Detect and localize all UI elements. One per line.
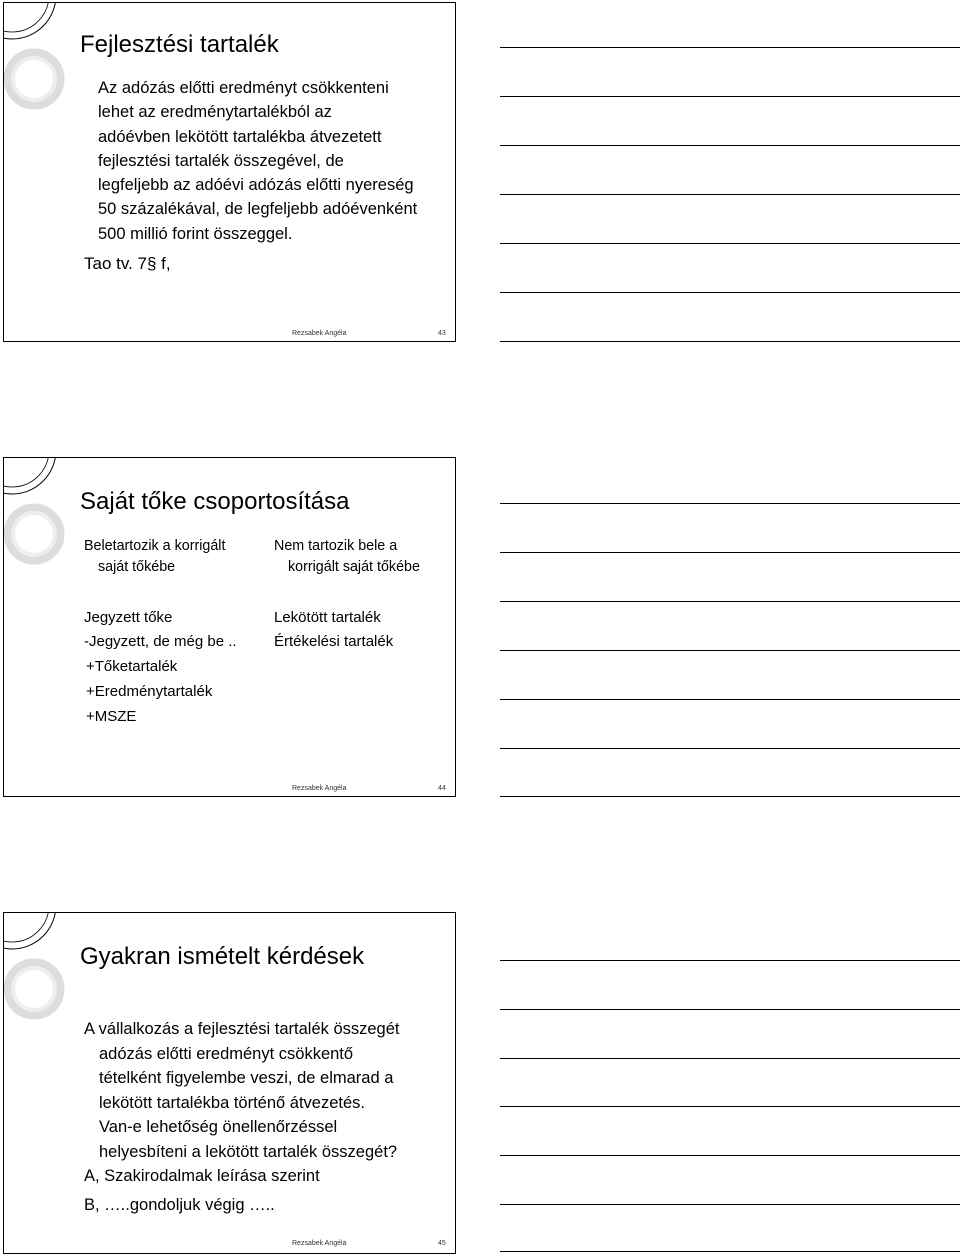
left-item: +Tőketartalék	[86, 658, 178, 675]
slide-number: 45	[438, 1240, 446, 1247]
slide-44	[3, 457, 456, 797]
right-item: Lekötött tartalék	[274, 609, 381, 626]
right-item: Értékelési tartalék	[274, 633, 394, 650]
slide-author: Rezsabek Angéla	[292, 1240, 347, 1247]
left-item: +MSZE	[86, 708, 137, 725]
slide-43	[3, 2, 456, 342]
left-item: -Jegyzett, de még be ..	[84, 633, 237, 650]
left-column-header: Beletartozik a korrigált saját tőkébe	[84, 538, 226, 575]
slide-number: 44	[438, 785, 446, 792]
circle-decoration-icon	[4, 458, 74, 568]
slide-author: Rezsabek Angéla	[292, 785, 347, 792]
law-reference: Tao tv. 7§ f,	[84, 254, 171, 273]
circle-decoration-icon	[4, 913, 74, 1023]
left-item: +Eredménytartalék	[86, 683, 213, 700]
slide-45	[3, 912, 456, 1254]
slide-number: 43	[438, 330, 446, 337]
slide-body: Az adózás előtti eredményt csökkenteni lehet az eredménytartalékból az adóévben lekötött tartalékba átvezetett fejlesztési tartalék összegével, de legfeljebb az adóévi adózás előtti nyereség 50 százalékával, de legfeljebb adóévenként 500 millió forint összeggel.	[98, 79, 418, 243]
slide-title: Gyakran ismételt kérdések	[80, 943, 365, 970]
question-body: A vállalkozás a fejlesztési tartalék összegét adózás előtti eredményt csökkentő tételként figyelembe veszi, de elmarad a lekötött tartalékba történő átvezetés. Van-e lehetőség önellenőrzéssel helyesbíteni a lekötött tartalék összegét?	[84, 1020, 400, 1161]
slide-author: Rezsabek Angéla	[292, 330, 347, 337]
right-column-header: Nem tartozik bele a korrigált saját tőkébe	[274, 538, 420, 575]
slide-title: Fejlesztési tartalék	[80, 31, 279, 58]
left-item: Jegyzett tőke	[84, 609, 173, 626]
answer-item: B, …..gondoljuk végig …..	[84, 1196, 275, 1214]
answer-item: A, Szakirodalmak leírása szerint	[84, 1167, 320, 1185]
slide-title: Saját tőke csoportosítása	[80, 488, 350, 515]
circle-decoration-icon	[4, 3, 74, 113]
